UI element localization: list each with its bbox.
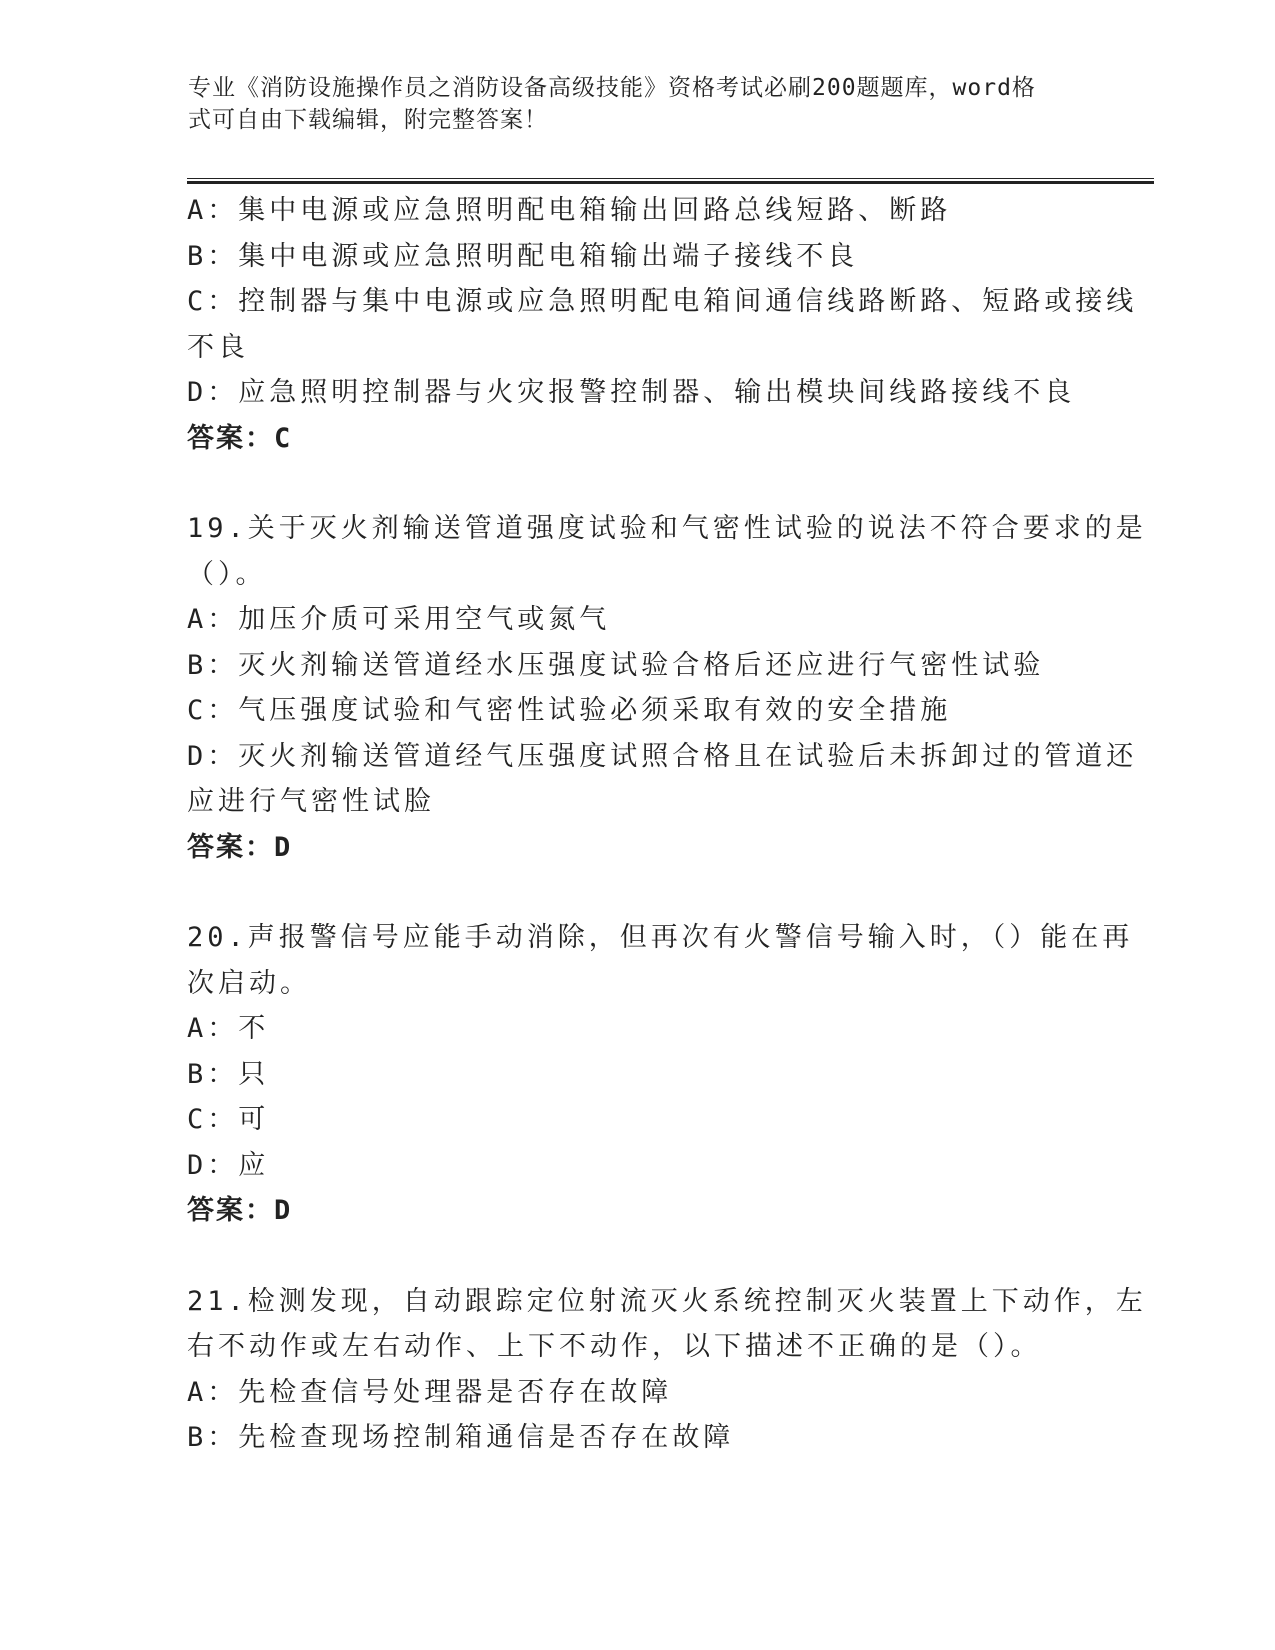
- question-stem-line-2: 右不动作或左右动作、上下不动作，以下描述不正确的是（）。: [187, 1331, 1042, 1362]
- header-divider-thick: [187, 181, 1154, 184]
- header-divider-thin: [187, 178, 1154, 179]
- answer: 答案：D: [187, 831, 293, 863]
- option-c: C：可: [187, 1104, 270, 1135]
- option-d-line-1: D：灭火剂输送管道经气压强度试照合格且在试验后未拆卸过的管道还: [187, 740, 1138, 772]
- option-d-line-2: 应进行气密性试脸: [187, 786, 435, 817]
- header-line-1: 专业《消防设施操作员之消防设备高级技能》资格考试必刷200题题库，word格: [188, 75, 1036, 101]
- option-c-line-2: 不良: [187, 331, 249, 363]
- option-b: B：灭火剂输送管道经水压强度试验合格后还应进行气密性试验: [187, 649, 1045, 681]
- option-c: C：气压强度试验和气密性试验必须采取有效的安全措施: [187, 695, 952, 726]
- question-18: [187, 188, 1138, 461]
- option-a: A：先检查信号处理器是否存在故障: [187, 1376, 673, 1408]
- document-header: [188, 72, 1068, 136]
- spacer: [187, 1234, 1077, 1279]
- question-stem-line-2: （）。: [187, 558, 267, 590]
- answer: 答案：D: [187, 1195, 293, 1226]
- option-a: A：加压介质可采用空气或氮气: [187, 604, 611, 635]
- question-stem-line-1: 20.声报警信号应能手动消除，但再次有火警信号输入时，（）能在再: [187, 922, 1134, 953]
- spacer: [187, 870, 1077, 915]
- option-a: A：不: [187, 1013, 270, 1044]
- header-line-2: 式可自由下载编辑，附完整答案！: [188, 107, 548, 133]
- option-b: B：只: [187, 1058, 270, 1090]
- option-d: D：应: [187, 1149, 270, 1181]
- question-stem-line-2: 次启动。: [187, 967, 311, 999]
- option-b: B：集中电源或应急照明配电箱输出端子接线不良: [187, 240, 859, 272]
- question-20: [187, 915, 1134, 1234]
- question-21: [187, 1279, 1147, 1461]
- spacer: [187, 461, 1077, 506]
- question-list: [187, 188, 1147, 1461]
- question-stem-line-1: 19.关于灭火剂输送管道强度试验和气密性试验的说法不符合要求的是: [187, 513, 1147, 544]
- answer: 答案：C: [187, 422, 293, 454]
- question-stem-line-1: 21.检测发现，自动跟踪定位射流灭火系统控制灭火装置上下动作，左: [187, 1285, 1147, 1317]
- question-19: [187, 506, 1147, 870]
- option-d: D：应急照明控制器与火灾报警控制器、输出模块间线路接线不良: [187, 377, 1076, 408]
- option-a: A：集中电源或应急照明配电箱输出回路总线短路、断路: [187, 195, 952, 226]
- option-b: B：先检查现场控制箱通信是否存在故障: [187, 1422, 735, 1453]
- option-c-line-1: C：控制器与集中电源或应急照明配电箱间通信线路断路、短路或接线: [187, 286, 1138, 317]
